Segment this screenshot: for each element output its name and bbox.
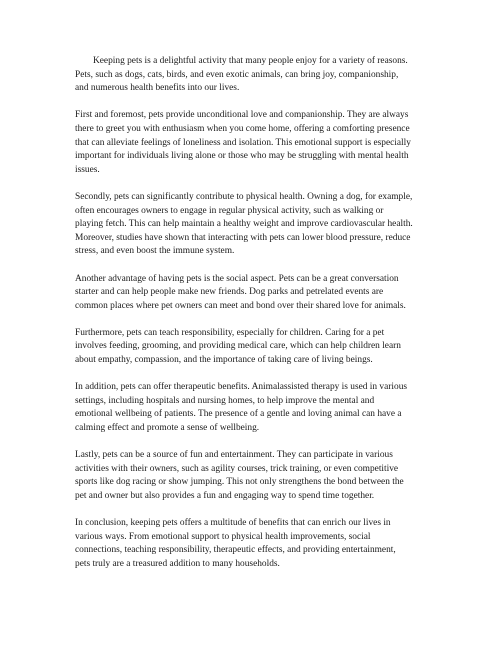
paragraph-line: settings, including hospitals and nursing homes, to help improve the mental and — [75, 395, 375, 406]
document-body — [75, 55, 445, 585]
paragraph-line: pets truly are a treasured addition to many households. — [75, 558, 280, 569]
paragraph-line: Keeping pets is a delightful activity that many people enjoy for a variety of reasons. — [93, 56, 408, 66]
paragraph-line: Secondly, pets can significantly contribute to physical health. Owning a dog, for example, — [75, 191, 413, 202]
paragraph-line: issues. — [75, 164, 100, 175]
paragraph-intro — [75, 55, 445, 96]
paragraph-physical-health — [75, 191, 445, 259]
paragraph-social — [75, 273, 445, 314]
paragraph-line: common places where pet owners can meet and bond over their shared love for animals. — [75, 300, 406, 311]
paragraph-line: about empathy, compassion, and the importance of taking care of living beings. — [75, 355, 373, 366]
paragraph-conclusion — [75, 517, 445, 571]
paragraph-line: there to greet you with enthusiasm when you come home, offering a comforting presence — [75, 123, 410, 134]
paragraph-line: and numerous health benefits into our lives. — [75, 83, 240, 94]
paragraph-line: stress, and even boost the immune system. — [75, 246, 235, 257]
paragraph-line: connections, teaching responsibility, therapeutic effects, and providing entertainment, — [75, 545, 396, 556]
paragraph-line: often encourages owners to engage in regular physical activity, such as walking or — [75, 205, 384, 216]
paragraph-line: playing fetch. This can help maintain a healthy weight and improve cardiovascular health. — [75, 219, 413, 230]
paragraph-line: Pets, such as dogs, cats, birds, and even exotic animals, can bring joy, companionship, — [75, 69, 399, 80]
paragraph-line: pet and owner but also provides a fun and engaging way to spend time together. — [75, 491, 375, 501]
paragraph-line: Furthermore, pets can teach responsibility, especially for children. Caring for a pet — [75, 327, 385, 338]
paragraph-line: In addition, pets can offer therapeutic benefits. Animalassisted therapy is used in various — [75, 382, 408, 393]
paragraph-entertainment — [75, 449, 445, 503]
paragraph-therapeutic — [75, 381, 445, 435]
paragraph-line: activities with their owners, such as agility courses, trick training, or even competitive — [75, 463, 399, 474]
paragraph-line: sports like dog racing or show jumping. This not only strengthens the bond between the — [75, 477, 404, 488]
paragraph-line: emotional wellbeing of patients. The presence of a gentle and loving animal can have a — [75, 409, 402, 420]
paragraph-line: starter and can help people make new friends. Dog parks and petrelated events are — [75, 287, 384, 298]
paragraph-line: important for individuals living alone or those who may be struggling with mental health — [75, 151, 409, 162]
paragraph-companionship — [75, 109, 445, 177]
paragraph-line: calming effect and promote a sense of wellbeing. — [75, 423, 260, 434]
paragraph-line: that can alleviate feelings of loneliness and isolation. This emotional support is especially — [75, 137, 411, 148]
paragraph-line: Lastly, pets can be a source of fun and entertainment. They can participate in various — [75, 450, 393, 461]
paragraph-line: involves feeding, grooming, and providing medical care, which can help children learn — [75, 341, 401, 352]
paragraph-line: Another advantage of having pets is the social aspect. Pets can be a great conversation — [75, 273, 399, 284]
paragraph-line: First and foremost, pets provide unconditional love and companionship. They are always — [75, 110, 409, 121]
paragraph-line: various ways. From emotional support to physical health improvements, social — [75, 531, 371, 542]
paragraph-responsibility — [75, 327, 445, 368]
paragraph-line: Moreover, studies have shown that interacting with pets can lower blood pressure, reduce — [75, 232, 411, 243]
paragraph-line: In conclusion, keeping pets offers a multitude of benefits that can enrich our lives in — [75, 518, 391, 529]
